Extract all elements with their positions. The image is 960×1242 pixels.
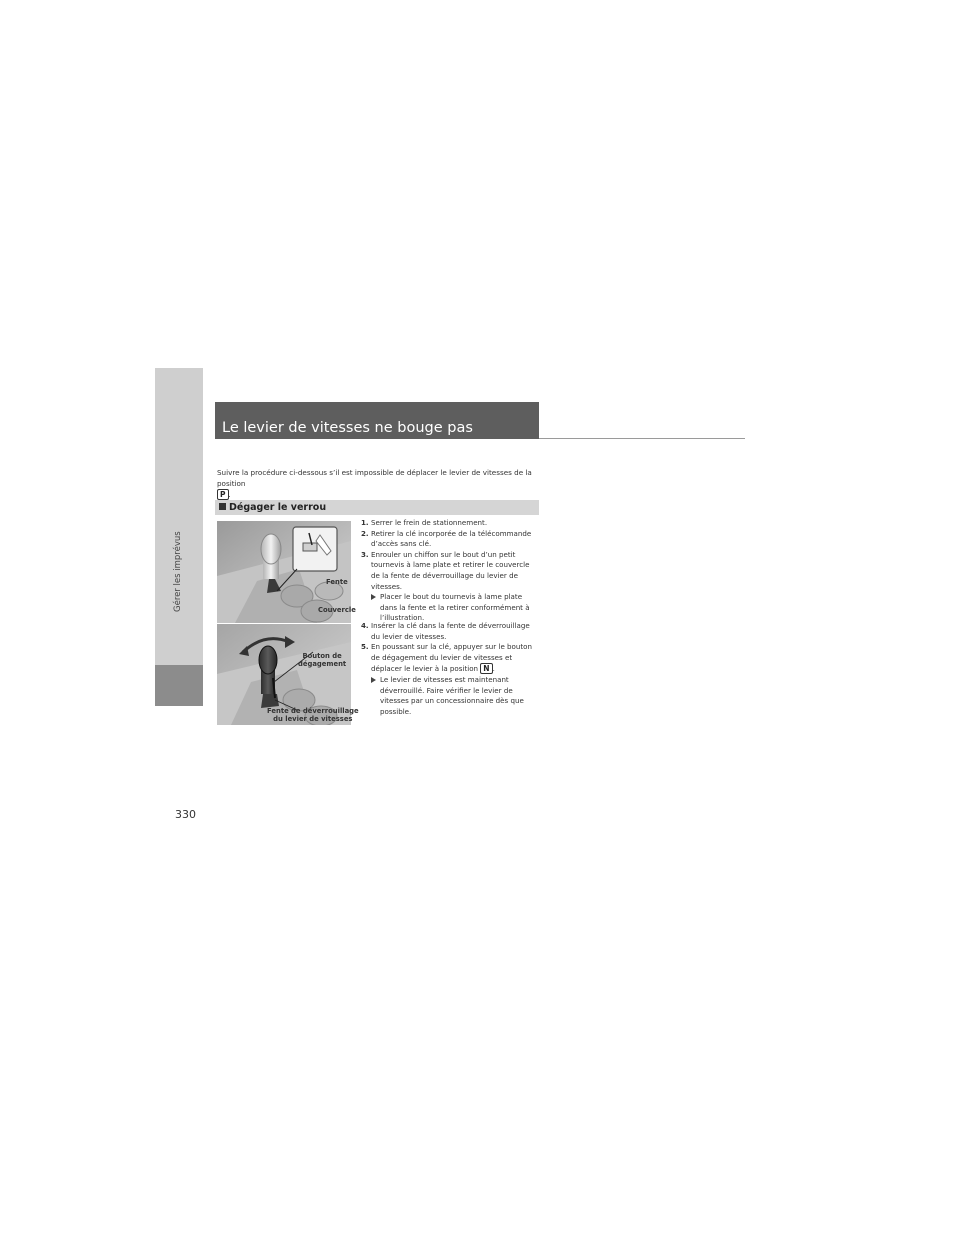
page-title: Le levier de vitesses ne bouge pas: [222, 420, 473, 436]
neutral-position-key: N: [480, 663, 492, 674]
step-text-end: .: [492, 664, 495, 674]
chapter-label: Gérer les imprévus: [173, 531, 183, 612]
step-3-note: [361, 592, 539, 624]
step-5: [361, 642, 539, 675]
step-2: [361, 529, 539, 550]
step-number: 2.: [361, 528, 369, 538]
step-number: 3.: [361, 549, 369, 559]
steps-list-2: [361, 621, 539, 717]
step-1: [361, 518, 539, 529]
park-position-key: P: [217, 489, 229, 500]
callout-release-button: [298, 652, 346, 668]
chapter-side-tab-marker: [155, 665, 203, 706]
intro-text: Suivre la procédure ci-dessous s’il est impossible de déplacer le levier de vitesses de la position: [217, 468, 532, 488]
step-text: En poussant sur la clé, appuyer sur le bouton de dégagement du levier de vitesses et déplacer le levier à la position: [371, 642, 533, 674]
callout-release-slot-line2: du levier de vitesses: [273, 715, 353, 723]
callout-release-button-line2: dégagement: [298, 660, 347, 668]
step-text: Enrouler un chiffon sur le bout d’un petit tournevis à lame plate et retirer le couvercle de la fente de déverrouillage du levier de vitesses.: [371, 549, 530, 591]
step-number: 5.: [361, 642, 369, 652]
callout-release-button-line1: Bouton de: [302, 652, 342, 660]
arrow-right-icon: [371, 677, 376, 683]
step-5-note: [361, 675, 539, 717]
step-note-text: Le levier de vitesses est maintenant déverrouillé. Faire vérifier le levier de vitesses par un concessionnaire dès que possible.: [380, 674, 524, 716]
callout-cover: Couvercle: [318, 606, 356, 614]
step-3: [361, 550, 539, 592]
section-title: [219, 502, 326, 513]
arrow-right-icon: [371, 594, 376, 600]
step-text: Insérer la clé dans la fente de déverrouillage du levier de vitesses.: [371, 621, 530, 641]
steps-list-1: [361, 518, 539, 624]
callout-release-slot: [267, 707, 359, 723]
intro-end: .: [228, 490, 231, 499]
callout-slot: Fente: [326, 578, 348, 586]
section-title-text: Dégager le verrou: [229, 502, 327, 513]
step-number: 4.: [361, 621, 369, 630]
step-text: Retirer la clé incorporée de la télécommande d’accès sans clé.: [371, 528, 532, 549]
step-4: [361, 621, 539, 642]
page-number: 330: [175, 808, 196, 821]
title-rule: [539, 438, 745, 439]
step-note-text: Placer le bout du tournevis à lame plate dans la fente et la retirer conformément à l’illustration.: [380, 592, 530, 623]
intro-paragraph: [217, 467, 547, 500]
section-bullet-icon: [219, 503, 226, 510]
step-number: 1.: [361, 518, 369, 527]
step-text: Serrer le frein de stationnement.: [371, 518, 488, 527]
callout-release-slot-line1: Fente de déverrouillage: [267, 707, 359, 715]
